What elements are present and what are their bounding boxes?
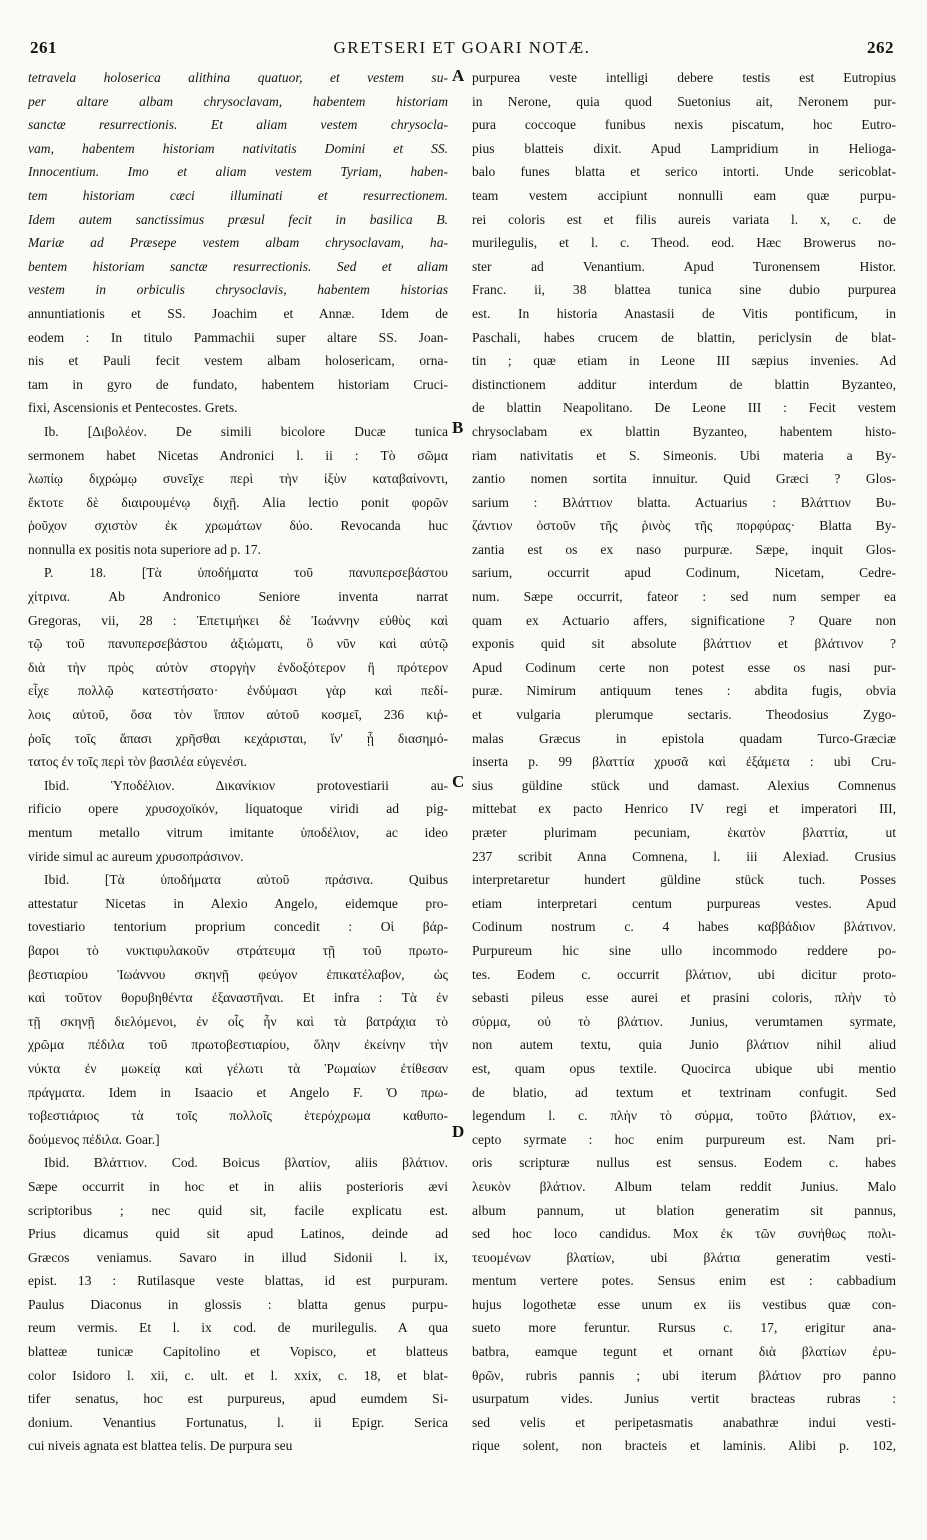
text-line: P. 18. [Τὰ ὑποδήματα τοῦ πανυπερσεβάστου [44, 565, 448, 581]
text-line: λοις αὐτοῦ, ὅσα τὸν ἵππον αὐτοῦ κοσμεῖ, 236 κιῤ- [28, 707, 448, 723]
running-title: GRETSERI ET GOARI NOTÆ. [333, 38, 591, 57]
text-line: Paschali, habes crucem de blattin, periclysin de blat- [472, 329, 896, 345]
text-line: epist. 13 : Rutilasque veste blattas, id est purpuram. [28, 1273, 448, 1289]
text-line: mentum metallo vitrum imitante ὑποδέλιον, ac ideo [28, 825, 448, 840]
text-line: διὰ τὴν πρὸς αὐτὸν στοργὴν ἐνδοξότερον ἢ πρότερον [28, 659, 448, 675]
text-line: viride simul ac aureum χρυσοπράσινον. [28, 848, 244, 864]
text-line: Sæpe occurrit in hoc et in aliis posterioris ævi [28, 1178, 448, 1194]
text-line: sanctæ resurrectionis. Et aliam vestem chrysocla- [28, 117, 448, 133]
text-line: pius blatteis dixit. Apud Lampridium in Helioga- [472, 140, 896, 156]
text-line: in Nerone, quia quod Suetonius ait, Neronem pur- [472, 93, 896, 109]
text-line: sermonem habet Nicetas Andronici l. ii : Τὸ σῶμα [28, 447, 448, 463]
text-line: 237 scribit Anna Comnena, l. iii Alexiad. Crusius [472, 848, 896, 864]
text-line: usurpatum vides. Junius vertit bracteas rubras : [472, 1391, 896, 1407]
text-line: hujus logothetæ esse unum ex iis vestibus quæ con- [472, 1296, 896, 1312]
text-line: balo funes blatta et serico intorti. Unde sericoblat- [472, 164, 896, 180]
text-line: sarium, occurrit apud Codinum, Nicetam, Cedre- [472, 565, 896, 581]
text-line: annuntiationis et SS. Joachim et Annæ. Idem de [28, 305, 448, 321]
text-line: color Isidoro l. xii, c. ult. et l. xxix, c. 18, et blat- [28, 1367, 448, 1383]
text-line: Purpureum hic sine ullo incommodo reddere po- [472, 942, 896, 958]
text-line: quam ex Actuario affers, significatione ? Quare non [472, 612, 896, 628]
margin-letter-c: C [452, 772, 465, 791]
text-line: Prius dicamus quid sit apud Latinos, deinde ad [28, 1226, 448, 1242]
text-line: καὶ τοῦτον θορυβηθέντα ἐξαναστῆναι. Et infra : Τὰ ἐν [28, 990, 448, 1006]
text-line: τοβεστιάριος τὰ τοῖς πολλοῖς ἑτερόχρωμα καθυπο- [28, 1108, 448, 1124]
page-number-right: 262 [867, 38, 894, 57]
text-line: Ib. [Διβολέον. De simili bicolore Ducæ tunica [44, 423, 448, 439]
text-line: Ibid. Ὑποδέλιον. Δικανίκιον protovestiarii au- [44, 777, 448, 793]
text-line: riam nativitatis et S. Simeonis. Ubi materia a By- [472, 447, 896, 463]
text-line: zantia est os ex naso purpuræ. Sæpe, inquit Glos- [472, 541, 896, 557]
text-line: attestatur Nicetas in Alexio Angelo, eidemque pro- [28, 895, 448, 911]
text-line: rificio opere χρυσοχοϊκόν, liquatoque viridi ad pig- [28, 801, 448, 817]
text-line: per altare albam chrysoclavam, habentem historiam [28, 93, 448, 109]
text-line: Idem autem sanctissimus præsul fecit in basilica B. [28, 211, 448, 227]
text-line: Gregoras, vii, 28 : Ἐπετιμήκει δὲ Ἰωάννην εὐθὺς καὶ [28, 612, 448, 628]
text-line: tovestiario tentorium proprium concedit : Οἱ βάρ- [28, 919, 448, 935]
text-line: δούμενος πέδιλα. Goar.] [28, 1131, 160, 1147]
text-line: τευομένων βλατίων, ubi βλάτια generatim vesti- [472, 1249, 896, 1265]
text-line: team vestem accipiunt nonnulli eam quæ purpu- [472, 187, 896, 203]
text-line: τῇ σκηνῇ διελόμενοι, ἐν οἷς ἦν καὶ τὰ βατράχια τὸ [28, 1013, 448, 1029]
text-line: βεστιαρίου Ἰωάννου σκηνῇ φεύγον ἐπικατέλαβον, ὡς [28, 966, 448, 982]
text-line: scriptoribus ; nec quid sit, facile explicatu est. [28, 1202, 448, 1218]
left-column [28, 66, 448, 1458]
text-line: Ibid. [Τὰ ὑποδήματα αὐτοῦ πράσινα. Quibus [44, 872, 448, 888]
text-line: tetravela holosericа alithina quatuor, et vestem su- [28, 70, 448, 85]
text-line: pura coccoque funibus nexis piscatum, hoc Eutro- [472, 117, 896, 133]
text-line: interpretaretur hundert güldine stück tuch. Posses [472, 872, 896, 888]
text-line: Codinum nostrum c. 4 habes καββάδιον βλάτινον. [472, 919, 896, 935]
text-line: sueto more feruntur. Rursus c. 17, erigitur ana- [472, 1320, 896, 1336]
text-line: blatteæ tunicæ Capitolino et Vopisco, et blatteus [28, 1344, 448, 1360]
text-line: nis et Pauli fecit vestem albam holosericam, orna- [28, 353, 448, 369]
text-line: non autem textu, quia Junio βλάτιον nihil aliud [472, 1037, 896, 1053]
text-line: purpurea veste intelligi debere testis est Eutropius [472, 70, 896, 85]
text-line: σύρμα, οὐ τὸ βλάτιον. Junius, verumtamen syrmate, [472, 1013, 896, 1029]
text-line: oris scripturæ nullus est sensus. Eodem c. habes [472, 1155, 896, 1171]
text-line: χρῶμα πέδιλα τοῦ πρωτοβεστιαρίου, ὅλην ἐκείνην τὴν [28, 1037, 448, 1053]
text-line: Apud Codinum certe non potest esse os nasi pur- [472, 659, 896, 675]
text-line: de blatio, ad textum et textrinam confugit. Sed [472, 1084, 896, 1100]
text-line: etiam interpretari centum purpureas vestes. Apud [472, 895, 896, 911]
text-line: est. In historia Anastasii de Vitis pontificum, in [472, 305, 896, 321]
text-line: Franc. ii, 38 blattea tunica sine dubio purpurea [472, 282, 896, 298]
text-line: eodem : In titulo Pammachii super altare SS. Joan- [28, 329, 448, 345]
text-line: donium. Venantius Fortunatus, l. ii Epigr. Serica [28, 1414, 448, 1430]
text-line: λευκὸν βλάτιον. Album telam reddit Junius. Malo [472, 1178, 896, 1194]
text-line: τῷ τοῦ πανυπερσεβάστου ἀξιώματι, ὃ νῦν καὶ αὐτῷ [28, 636, 448, 652]
page-number-left: 261 [30, 38, 57, 57]
text-line: distinctionem additur interdum de blattin Byzanteo, [472, 376, 896, 392]
text-line: λωπίῳ διχρώμῳ συνεῖχε περὶ τὴν ἰξὺν καταβαίνοντι, [28, 471, 448, 487]
text-line: tam in gyro de fundato, habentem historiam Cruci- [28, 376, 448, 392]
text-line: sed hoc loco candidus. Mox ἐκ τῶν συνήθως πολι- [472, 1226, 896, 1242]
text-line: mentum vertere potes. Sensus enim est : cabbadium [472, 1273, 896, 1289]
text-line: tin ; quæ etiam in Leone III sæpius invenies. Ad [472, 353, 896, 369]
text-line: murilegulis, et l. c. Theod. eod. Hæc Browerus no- [472, 235, 896, 251]
text-line: puræ. Nimirum antiquum tenes : abdita fugis, obvia [472, 683, 896, 699]
text-line: χίτρινα. Ab Andronico Seniore inventa narrat [28, 589, 448, 605]
margin-letter-a: A [452, 66, 465, 85]
text-line: inserta p. 99 βλαττία χρυσᾶ καὶ ἐξάμετα : ubi Cru- [472, 754, 896, 770]
text-line: ster ad Venantium. Apud Turonensem Histor. [472, 258, 896, 274]
text-line: nonnulla ex positis nota superiore ad p. 17. [28, 541, 261, 557]
text-line: Innocentium. Imo et aliam vestem Tyriam, haben- [28, 164, 448, 180]
text-line: sed velis et peripetasmatis anabathræ indui vesti- [472, 1414, 896, 1430]
text-line: rei coloris est et filis aureis variata l. x, c. de [472, 211, 896, 227]
text-line: vam, habentem historiam nativitatis Domini et SS. [28, 140, 448, 156]
text-line: præter plurimam pecuniam, ἑκατὸν βλαττία, ut [472, 825, 896, 840]
text-line: fixi, Ascensionis et Pentecostes. Grets. [28, 400, 238, 416]
text-line: ἔκτοτε δὲ διαιρουμένῳ διχῇ. Alia lectio ponit φορῶν [28, 494, 448, 510]
text-line: εἶχε πολλῷ κατεστήσατο· ἐνδύμασι γὰρ καὶ πεδί- [28, 683, 448, 699]
text-line: Ibid. Βλάττιον. Cod. Boicus βλατίον, aliis βλάτιον. [44, 1155, 448, 1171]
text-line: et vulgaria plerumque sectaris. Theodosius Zygo- [472, 707, 896, 723]
text-line: de blattin Neapolitano. De Leone III : Fecit vestem [472, 400, 896, 416]
margin-letter-b: B [452, 418, 464, 437]
text-line: Mariæ ad Præsepe vestem albam chrysoclavam, ha- [28, 235, 448, 251]
text-line: πράγματα. Idem in Isaacio et Angelo F. Ὁ πρω- [28, 1084, 448, 1100]
text-line: βαροι τὸ νυκτιφυλακοῦν στράτευμα τῇ τοῦ πρωτο- [28, 942, 448, 958]
text-line: rique solent, non bracteis et laminis. Alibi p. 102, [472, 1438, 896, 1454]
text-line: Paulus Diaconus in glossis : blatta genus purpu- [28, 1296, 448, 1312]
page-header [30, 38, 894, 62]
text-line: exponis quid sit absolute βλάττιον et βλάτινον ? [472, 636, 896, 652]
text-line: νύκτα ἐν μωκείᾳ καὶ γέλωτι τὰ Ῥωμαίων ἐτίθεσαν [28, 1060, 448, 1076]
text-line: album pannum, ut blation generatim sit pannus, [472, 1202, 896, 1218]
text-line: cui niveis agnata est blattea telis. De purpura seu [28, 1438, 293, 1454]
text-line: legendum l. c. πλὴν τὸ σύρμα, τοῦτο βλάτιον, ex- [472, 1108, 896, 1124]
text-line: tifer senatus, hoc est purpureus, apud eumdem Si- [28, 1391, 448, 1407]
text-line: ῥοῦχον σχιστὸν ἐκ χρωμάτων δύο. Revocanda huc [28, 518, 448, 534]
text-line: zantio nomen sortita innuitur. Quid Græci ? Glos- [472, 471, 896, 487]
text-line: vestem in orbiculis chrysoclavis, habentem historias [28, 282, 448, 298]
text-line: batbra, eamque tegunt et ornant διὰ βλατίων ἐρυ- [472, 1344, 896, 1360]
text-line: θρῶν, rubris pannis ; ubi iterum βλάτιον pro panno [472, 1367, 896, 1383]
text-line: chrysoclabam ex blattin Byzanteo, habentem histo- [472, 423, 896, 439]
text-line: est, quam opus textile. Quocirca ubique ubi mentio [472, 1060, 896, 1076]
text-line: ζάντιον ὀστοῦν τῆς ῥινὸς τῆς πορφύρας· Blatta By- [472, 518, 896, 534]
text-line: sebasti pileus esse aurei et prasini coloris, πλὴν τὸ [472, 990, 896, 1006]
text-line: bentem historiam sanctæ resurrectionis. Sed et aliam [28, 258, 448, 274]
text-line: sius güldine stück und damast. Alexius Comnenus [472, 777, 896, 793]
margin-letter-d: D [452, 1122, 465, 1141]
text-line: sarium : Βλάττιον blatta. Actuarius : Βλάττιον Βυ- [472, 494, 896, 510]
text-line: malas Græcus in epistola quadam Turco-Græciæ [472, 730, 896, 746]
right-column [472, 66, 896, 1458]
text-line: Græcos veniamus. Savaro in illud Sidonii l. ix, [28, 1249, 448, 1265]
text-line: tes. Eodem c. occurrit βλάτιον, ubi dicitur proto- [472, 966, 896, 982]
text-line: cepto syrmate : hoc enim purpureum est. Nam pri- [472, 1131, 896, 1147]
text-line: mittebat ex pacto Henrico IV regi et imperatori III, [472, 801, 896, 817]
text-line: ῥοῖς τοῖς ἅπασι χρῆσθαι κεχάρισται, ἵν' ᾖ διασημό- [28, 730, 448, 746]
text-line: tem historiam cæci illuminati et resurrectionem. [28, 187, 448, 203]
text-line: τατος ἐν τοῖς περὶ τὸν βασιλέα εὐγενέσι. [28, 754, 248, 770]
text-line: num. Sæpe occurrit, fateor : sed num semper ea [472, 589, 896, 605]
text-line: reum vermis. Et l. ix cod. de murilegulis. A qua [28, 1320, 448, 1336]
